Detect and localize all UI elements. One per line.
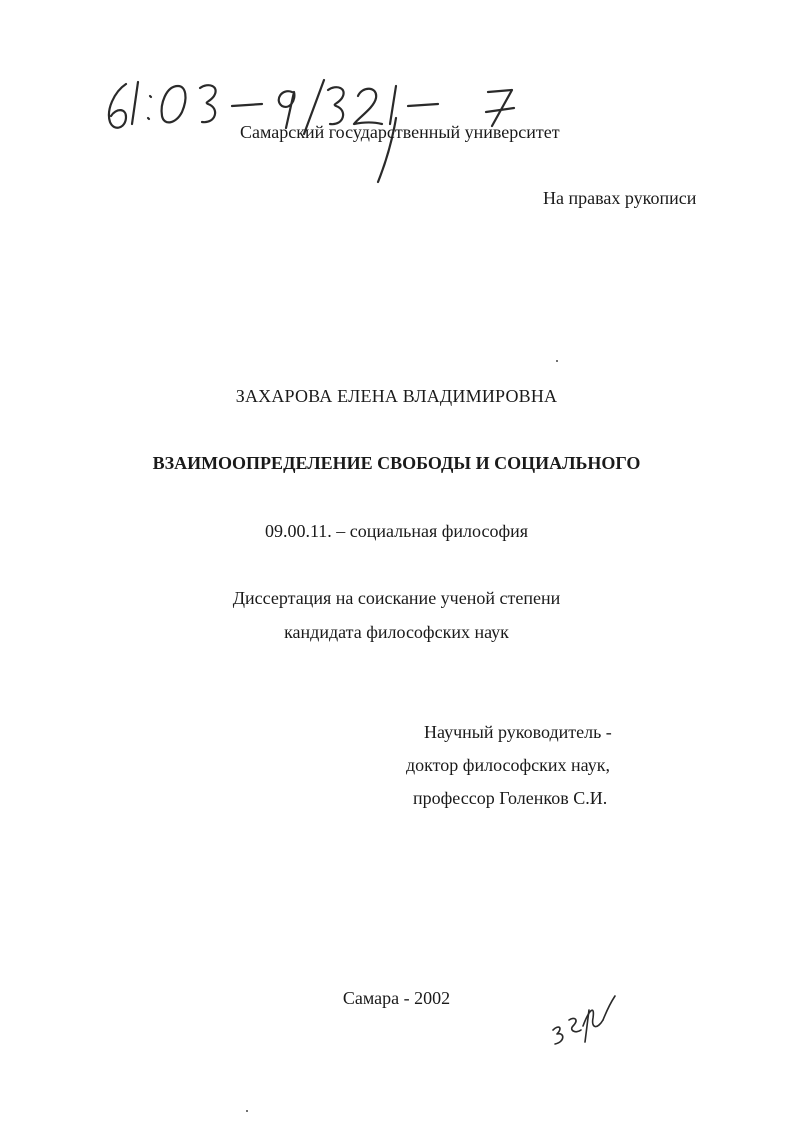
supervisor-degree: доктор философских наук,	[406, 755, 610, 775]
supervisor-name: профессор Голенков С.И.	[413, 788, 608, 808]
degree-line-2: кандидата философских наук	[284, 622, 509, 642]
specialty-code: 09.00.11. – социальная философия	[264, 521, 529, 541]
degree-line-1: Диссертация на соискание ученой степени	[232, 588, 561, 608]
university-name: Самарский государственный университет	[240, 122, 560, 142]
handwritten-signature	[545, 990, 625, 1050]
dissertation-title: ВЗАИМООПРЕДЕЛЕНИЕ СВОБОДЫ И СОЦИАЛЬНОГО	[152, 453, 641, 473]
manuscript-rights-note: На правах рукописи	[543, 188, 697, 208]
scan-speck	[556, 360, 558, 362]
author-name: ЗАХАРОВА ЕЛЕНА ВЛАДИМИРОВНА	[235, 386, 558, 406]
scan-speck	[246, 1110, 248, 1112]
city-year: Самара - 2002	[342, 988, 451, 1008]
supervisor-label: Научный руководитель -	[424, 722, 612, 742]
